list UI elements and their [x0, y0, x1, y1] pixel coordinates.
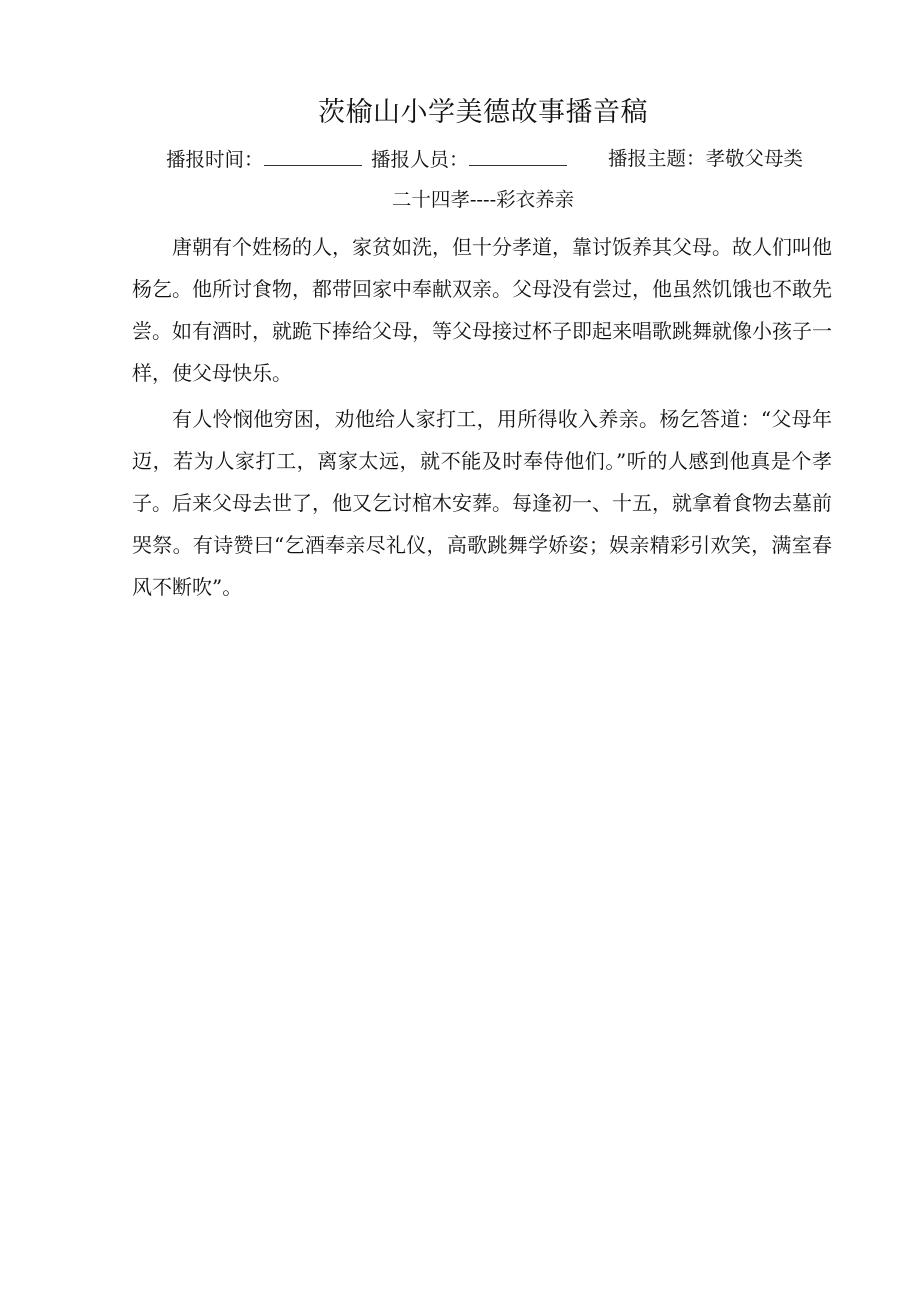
broadcast-theme: 播报主题：孝敬父母类	[608, 147, 804, 170]
broadcast-time-label: 播报时间：	[166, 148, 264, 171]
story-paragraph-1: 唐朝有个姓杨的人，家贫如洗，但十分孝道，靠讨饭养其父母。故人们叫他杨乞。他所讨食物，都带回家中奉献双亲。父母没有尝过，他虽然饥饿也不敢先尝。如有酒时，就跪下捧给父母，等父母接过杯子即起来唱歌跳舞就像小孩子一样，使父母快乐。	[132, 235, 832, 385]
broadcast-time-blank	[264, 145, 362, 166]
document-title: 茨榆山小学美德故事播音稿	[318, 97, 648, 128]
broadcast-person-blank	[469, 145, 567, 166]
story-subtitle: 二十四孝----彩衣养亲	[391, 188, 575, 211]
broadcast-time-row	[166, 145, 362, 174]
broadcast-person-label: 播报人员：	[371, 148, 469, 171]
story-paragraph-2: 有人怜悯他穷困，劝他给人家打工，用所得收入养亲。杨乞答道：“父母年迈，若为人家打工，离家太远，就不能及时奉侍他们。”听的人感到他真是个孝子。后来父母去世了，他又乞讨棺木安葬。每逢初一、十五，就拿着食物去墓前哭祭。有诗赞曰“乞酒奉亲尽礼仪，高歌跳舞学娇姿；娱亲精彩引欢笑，满室春风不断吹”。	[132, 407, 832, 599]
broadcast-person-row	[371, 145, 567, 174]
